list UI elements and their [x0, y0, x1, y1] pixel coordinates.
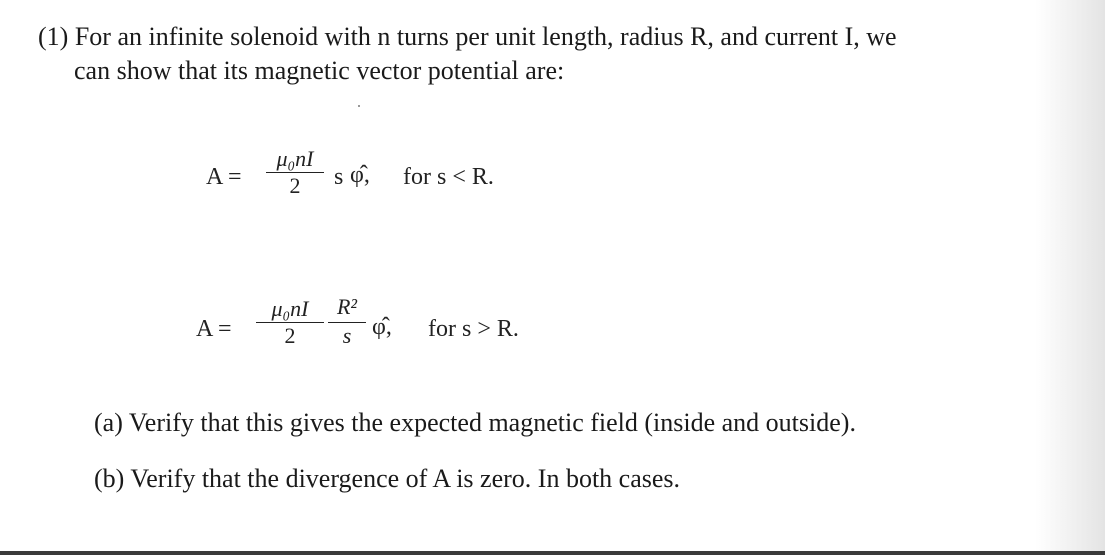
- eq2-fraction-1: [256, 296, 324, 349]
- eq2-numerator-2: R²: [336, 294, 358, 319]
- eq1-condition: for s < R.: [403, 164, 494, 190]
- eq2-condition: for s > R.: [428, 316, 519, 342]
- intro-line-2: can show that its magnetic vector potential are:: [74, 56, 565, 85]
- eq2-numerator: μ₀nI: [271, 296, 309, 321]
- eq1-phi-hat: φ̂,: [350, 162, 370, 188]
- part-b: (b) Verify that the divergence of A is zero. In both cases.: [94, 464, 681, 493]
- eq2-denominator: 2: [284, 323, 296, 348]
- part-a: (a) Verify that this gives the expected magnetic field (inside and outside).: [94, 408, 856, 437]
- eq2-lhs: A =: [196, 316, 232, 342]
- intro-line-1: [38, 20, 1038, 54]
- eq1-numerator: μ₀nI: [276, 146, 314, 171]
- eq2-denominator-2: s: [342, 323, 352, 348]
- page-edge-shadow: [1035, 0, 1105, 555]
- bottom-border: [0, 551, 1105, 555]
- eq1-lhs: A =: [206, 164, 242, 190]
- intro-text-1: For an infinite solenoid with n turns per unit length, radius R, and current I, we: [74, 22, 897, 51]
- eq1-s: s: [334, 164, 344, 190]
- eq2-fraction-2: [328, 292, 366, 349]
- eq2-phi-hat: φ̂,: [372, 314, 392, 340]
- problem-statement: [38, 20, 1038, 88]
- stray-dot: [358, 105, 360, 107]
- problem-number: (1): [38, 22, 69, 51]
- eq1-denominator: 2: [289, 173, 301, 198]
- eq1-fraction: [266, 146, 324, 199]
